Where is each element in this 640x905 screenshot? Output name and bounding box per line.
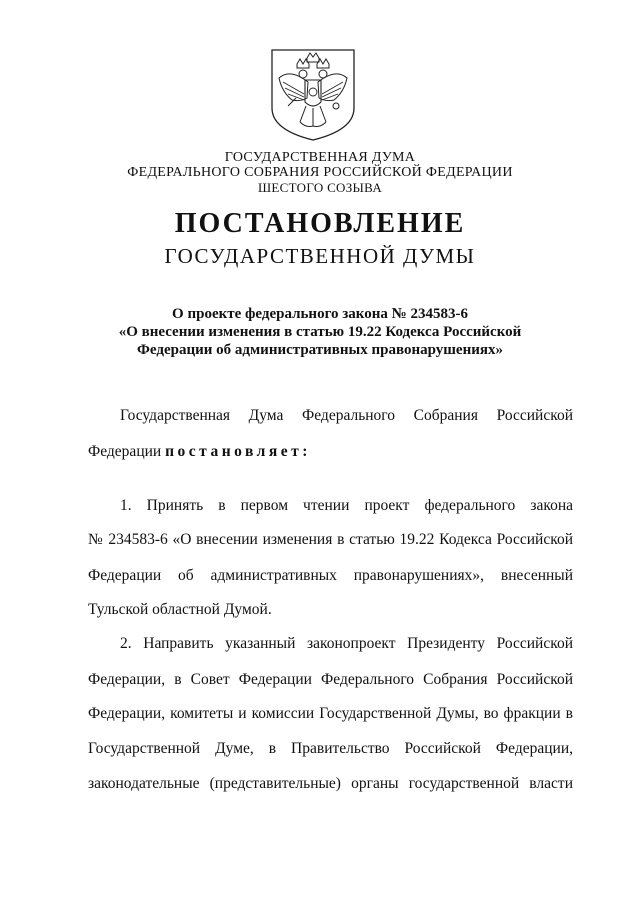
header-line-2: ФЕДЕРАЛЬНОГО СОБРАНИЯ РОССИЙСКОЙ ФЕДЕРАЦИИ — [127, 165, 513, 180]
paragraph-2-line-4: Государственной Думе, в Правительство Российской Федерации, — [88, 740, 573, 757]
paragraph-2-line-5: законодательные (представительные) органы государственной власти — [88, 775, 573, 792]
russian-coat-of-arms-icon — [270, 48, 356, 142]
intro-line-2-start: Федерации — [88, 443, 166, 460]
paragraph-2-line-2: Федерации, в Совет Федерации Федерального Собрания Российской — [88, 671, 573, 688]
header-line-1: ГОСУДАРСТВЕННАЯ ДУМА — [224, 150, 416, 165]
document-title: ПОСТАНОВЛЕНИЕ — [174, 208, 466, 239]
document-subtitle: ГОСУДАРСТВЕННОЙ ДУМЫ — [164, 244, 476, 268]
about-line-2: «О внесении изменения в статью 19.22 Кодекса Российской — [118, 324, 522, 340]
paragraph-1-line-4: Тульской областной Думой. — [88, 601, 272, 618]
paragraph-1-line-3: Федерации об административных правонарушениях», внесенный — [88, 567, 573, 584]
paragraph-1-line-1: 1. Принять в первом чтении проект федерального закона — [120, 497, 573, 514]
paragraph-2-line-3: Федерации, комитеты и комиссии Государственной Думы, во фракции в — [88, 705, 573, 722]
about-line-1: О проекте федерального закона № 234583-6 — [172, 306, 468, 322]
resolves-word: постановляет: — [165, 443, 311, 460]
paragraph-2-line-1: 2. Направить указанный законопроект Президенту Российской — [120, 635, 573, 652]
about-line-3: Федерации об административных правонарушениях» — [137, 342, 503, 358]
paragraph-1-line-2: № 234583-6 «О внесении изменения в статью 19.22 Кодекса Российской — [88, 531, 573, 548]
intro-line-2 — [88, 442, 573, 462]
intro-line-1: Государственная Дума Федерального Собрания Российской — [120, 407, 573, 424]
header-line-3: ШЕСТОГО СОЗЫВА — [257, 180, 383, 195]
